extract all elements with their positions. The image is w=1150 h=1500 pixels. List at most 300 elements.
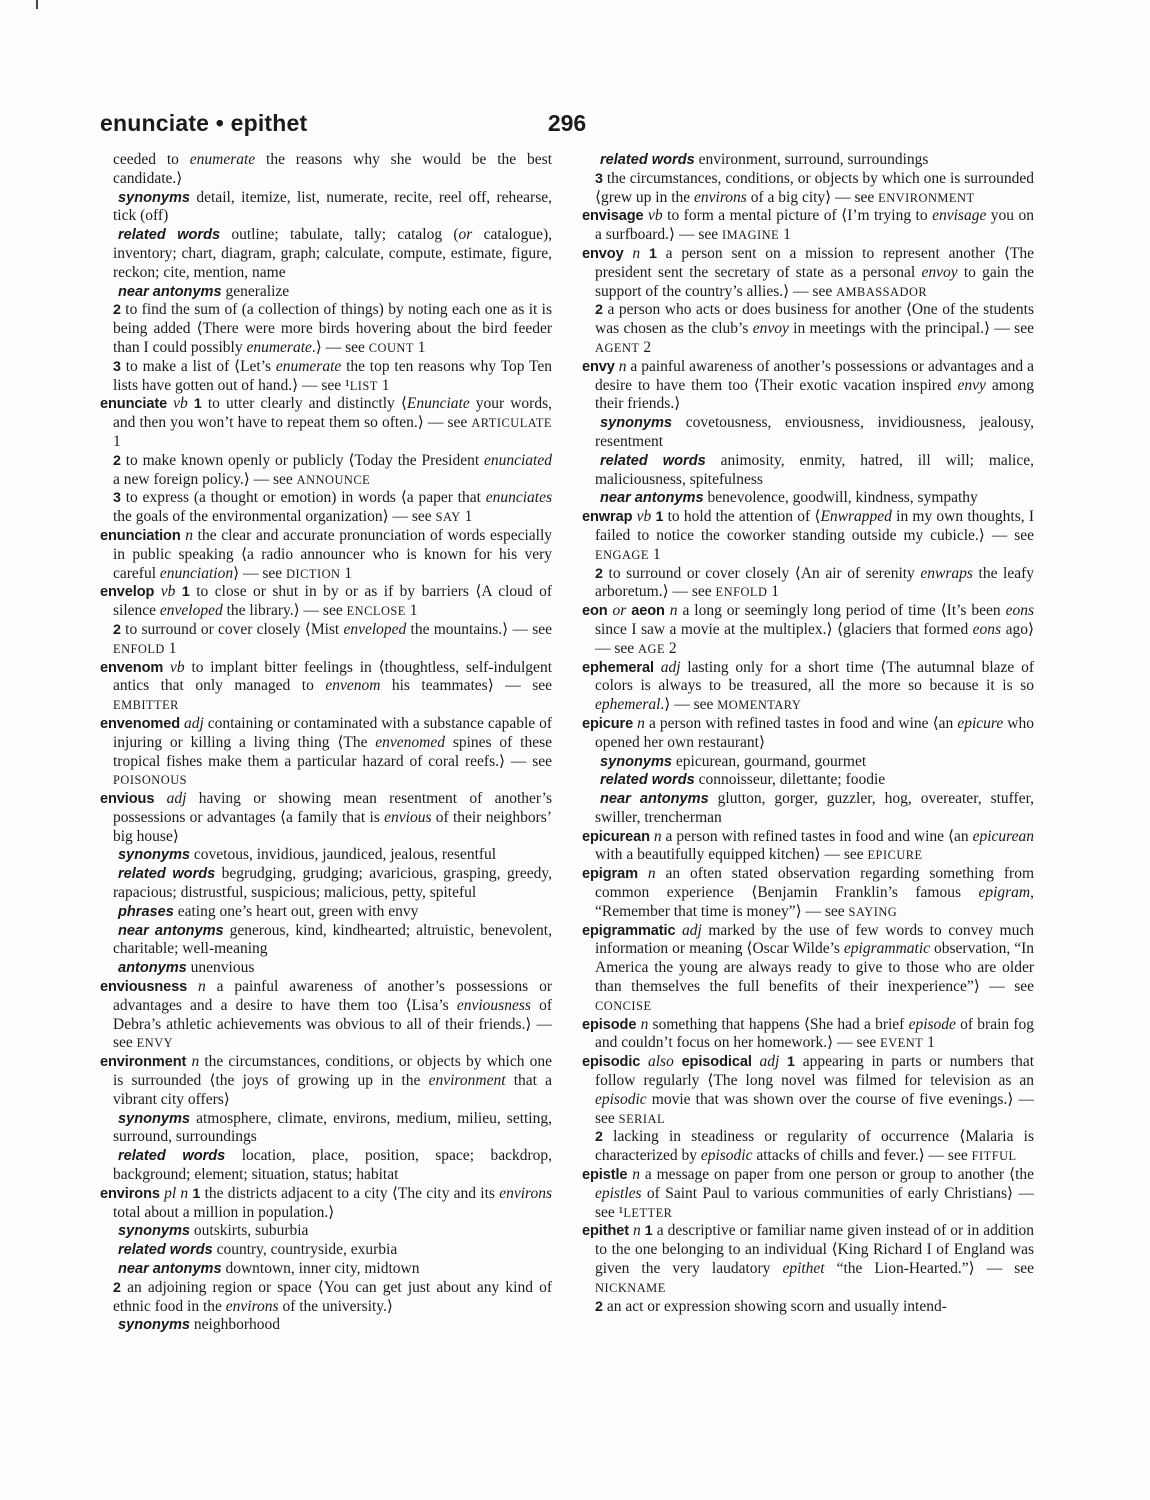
body-text: spines of these tropical fishes make them a particular hazard of coral reefs.⟩ — see <box>113 733 552 770</box>
italic-text: envoy <box>752 320 789 338</box>
field-label: synonyms <box>118 1317 191 1334</box>
body-text: location, place, position, space; backdrop, background; element; situation, status; habitat <box>113 1147 552 1184</box>
sub-paragraph <box>100 301 552 357</box>
cross-reference: DICTION <box>286 566 341 581</box>
body-text <box>154 790 166 807</box>
cross-reference: CONCISE <box>595 998 652 1013</box>
body-text: covetousness, enviousness, invidiousness, jealousy, resentment <box>595 414 1034 450</box>
body-text: outskirts, suburbia <box>190 1222 309 1240</box>
field-label: near antonyms <box>600 791 709 808</box>
body-text: a painful awareness of another’s possessions or advantages and a desire to have them too ⟨Lisa’s <box>113 978 552 1014</box>
entry-paragraph <box>100 790 552 846</box>
body-text: catalogue), inventory; chart, diagram, graph; calculate, compute, estimate, figure, reckon; cite, mention, name <box>113 226 553 281</box>
sub-paragraph <box>100 1241 552 1260</box>
sense-number: 2 <box>113 452 121 469</box>
sense-number: 1 <box>644 1223 653 1240</box>
italic-text: enunciates <box>485 489 552 507</box>
italic-text: n <box>198 978 206 996</box>
sub-paragraph <box>100 621 552 659</box>
body-text: a message on paper from one person or group to another ⟨the <box>640 1166 1035 1184</box>
body-text: something that happens ⟨She had a brief <box>648 1015 909 1033</box>
entry-paragraph <box>582 1222 1034 1297</box>
cross-reference: EPICURE <box>867 848 923 863</box>
italic-text: envoy <box>921 263 958 281</box>
body-text: 2 <box>639 338 652 356</box>
body-text <box>752 1053 760 1070</box>
italic-text: environs <box>225 1297 279 1315</box>
italic-text: environs <box>499 1184 552 1202</box>
sub-paragraph <box>100 189 552 227</box>
body-text: among their friends.⟩ <box>595 376 1034 413</box>
entry-paragraph <box>100 715 552 790</box>
field-label: related words <box>118 227 221 244</box>
sense-number: 2 <box>113 302 121 319</box>
body-text <box>640 245 649 262</box>
headword: envy <box>582 358 615 375</box>
field-label: synonyms <box>600 753 673 770</box>
body-text: a person who acts or does business for another ⟨One of the students was chosen as the club’s <box>595 301 1034 338</box>
body-text: eating one’s heart out, green with envy <box>173 902 419 920</box>
body-text: 1 <box>340 564 353 582</box>
sub-paragraph <box>100 1260 552 1279</box>
field-label: near antonyms <box>118 283 222 300</box>
body-text: environment, surround, surroundings <box>694 151 929 168</box>
cross-reference: ENCLOSE <box>346 604 406 619</box>
headword: episodical <box>681 1054 752 1071</box>
body-text: the mountains.⟩ — see <box>406 620 552 638</box>
sub-paragraph <box>582 414 1034 452</box>
body-text: the goals of the environmental organization⟩ — see <box>113 508 436 526</box>
body-text: atmosphere, climate, environs, medium, milieu, setting, surround, surroundings <box>113 1109 552 1146</box>
body-text: of brain fog and couldn’t focus on her homework.⟩ — see <box>595 1015 1035 1052</box>
body-text: neighborhood <box>190 1316 281 1334</box>
sub-paragraph <box>100 1279 552 1317</box>
body-text: an adjoining region or space ⟨You can get just about any kind of ethnic food in the <box>113 1278 552 1315</box>
body-text: begrudging, grudging; avaricious, grasping, greedy, rapacious; distrustful, suspicious; malicious, petty, spiteful <box>113 865 552 902</box>
italic-text: environment <box>428 1072 506 1090</box>
body-text: the clear and accurate pronunciation of words especially in public speaking ⟨a radio announcer who is known for his very careful <box>113 526 552 582</box>
field-label: related words <box>600 452 706 469</box>
italic-text: adj <box>660 658 681 676</box>
body-text: the circumstances, conditions, or objects by which one is surrounded ⟨grew up in the <box>595 169 1034 206</box>
entry-paragraph <box>100 659 552 715</box>
field-label: phrases <box>118 903 174 920</box>
sub-paragraph <box>100 489 552 527</box>
sub-paragraph <box>582 771 1034 790</box>
body-text: detail, itemize, list, numerate, recite, reel off, rehearse, tick (off) <box>113 188 552 225</box>
body-text: a descriptive or familiar name given instead of or in addition to the one belonging to an individual ⟨King Richard I of England was given the very laudatory <box>595 1222 1035 1278</box>
italic-text: enwraps <box>920 564 973 582</box>
cross-reference: POISONOUS <box>113 773 188 788</box>
italic-text: enunciation <box>159 564 234 582</box>
headword: epithet <box>582 1223 630 1240</box>
body-text: lasting only for a short time ⟨The autumnal blaze of colors is always to be treasured, all the more so because it is so <box>595 658 1034 695</box>
entry-paragraph <box>582 1016 1034 1054</box>
page-header <box>100 110 1034 142</box>
sub-paragraph <box>582 151 1034 170</box>
field-label: synonyms <box>600 415 673 432</box>
entry-paragraph <box>582 508 1034 564</box>
field-label: near antonyms <box>118 922 224 939</box>
italic-text: envenom <box>325 677 381 695</box>
headword: aeon <box>631 603 665 620</box>
body-text: covetous, invidious, jaundiced, jealous, resentful <box>190 846 497 864</box>
body-text: to make a list of ⟨Let’s <box>120 357 276 375</box>
italic-text: also <box>648 1053 674 1071</box>
body-text <box>638 865 648 882</box>
italic-text: pl n <box>164 1184 189 1202</box>
body-text: attacks of chills and fever.⟩ — see <box>752 1147 972 1165</box>
body-text: containing or contaminated with a substance capable of injuring or killing a living thing ⟨The <box>113 714 552 751</box>
italic-text: n <box>191 1053 200 1071</box>
italic-text: adj <box>183 714 204 732</box>
body-text <box>163 659 170 676</box>
headword: envoy <box>582 245 624 262</box>
italic-text: adj <box>682 921 702 939</box>
italic-text: or <box>612 602 627 620</box>
headword: episodic <box>582 1054 641 1071</box>
cross-reference: ANNOUNCE <box>296 472 371 487</box>
field-label: related words <box>600 152 695 168</box>
field-label: synonyms <box>118 189 191 206</box>
headword: ephemeral <box>582 659 654 676</box>
entry-paragraph <box>582 715 1034 753</box>
headword: epistle <box>582 1167 628 1184</box>
body-text: the reasons why she would be the best candidate.⟩ <box>113 151 552 187</box>
sub-paragraph <box>100 846 552 865</box>
body-text <box>654 659 661 676</box>
sub-paragraph <box>100 283 552 302</box>
entry-paragraph <box>582 1053 1034 1128</box>
body-text: your words, and then you won’t have to repeat them so often.⟩ — see <box>113 395 553 432</box>
italic-text: n <box>647 865 656 883</box>
sense-number: 3 <box>113 358 121 375</box>
field-label: near antonyms <box>600 490 704 507</box>
sub-paragraph <box>582 565 1034 603</box>
body-text: .⟩ — see <box>660 696 718 714</box>
headword: enunciation <box>100 527 181 544</box>
italic-text: n <box>653 827 662 845</box>
body-text: marked by the use of few words to convey much information or meaning ⟨Oscar Wilde’s <box>595 921 1034 958</box>
body-text: movie that was shown over the course of five evenings.⟩ — see <box>595 1090 1034 1127</box>
body-text: lacking in steadiness or regularity of occurrence ⟨Malaria is characterized by <box>595 1128 1034 1165</box>
entry-paragraph <box>582 922 1034 1016</box>
body-text: appearing in parts or numbers that follow regularly ⟨The long novel was filmed for television as an <box>595 1053 1035 1090</box>
sense-number: 1 <box>787 1054 795 1071</box>
body-text: .⟩ — see <box>311 338 369 356</box>
body-text: of Debra’s athletic achievements was obvious to all of their friends.⟩ — see <box>113 996 552 1052</box>
headword: envenom <box>100 659 164 676</box>
sense-number: 1 <box>193 396 202 413</box>
body-text: 1 <box>923 1034 935 1052</box>
body-text <box>779 1053 787 1070</box>
sense-number: 2 <box>595 302 603 319</box>
italic-text: enumerate <box>246 338 312 356</box>
sub-paragraph <box>582 790 1034 828</box>
cross-reference: ENVY <box>136 1036 174 1051</box>
body-text: “the Lion-Hearted.”⟩ — see <box>824 1260 1034 1278</box>
entry-paragraph <box>100 583 552 621</box>
sub-paragraph <box>100 1316 552 1335</box>
sense-number: 2 <box>595 565 603 582</box>
sense-number: 2 <box>595 1129 603 1146</box>
body-text: to surround or cover closely ⟨Mist <box>120 620 344 638</box>
cross-reference: LIST <box>349 378 378 393</box>
body-text: a person with refined tastes in food and wine ⟨an <box>661 827 973 845</box>
sense-number: 2 <box>595 1298 603 1315</box>
headword: epigram <box>582 866 638 883</box>
entry-paragraph <box>582 659 1034 715</box>
sub-paragraph <box>100 922 552 960</box>
italic-text: vb <box>170 658 185 676</box>
body-text <box>674 1053 682 1070</box>
left-column <box>100 151 552 1335</box>
italic-text: epicure <box>957 714 1004 732</box>
italic-text: Enunciate <box>406 395 470 413</box>
cross-reference: SAYING <box>848 904 898 919</box>
body-text: outline; tabulate, tally; catalog ( <box>220 226 459 244</box>
sub-paragraph <box>100 959 552 978</box>
body-text: connoisseur, dilettante; foodie <box>694 771 886 789</box>
body-text: a person with refined tastes in food and wine ⟨an <box>644 714 958 732</box>
cross-reference: MOMENTARY <box>717 698 802 713</box>
sub-paragraph <box>582 170 1034 208</box>
entry-paragraph <box>582 865 1034 921</box>
guide-words: enunciate • epithet <box>100 110 308 136</box>
body-text: 1 <box>377 376 390 394</box>
body-text: in meetings with the principal.⟩ — see <box>788 320 1034 338</box>
sense-number: 3 <box>595 170 603 187</box>
italic-text: enumerate <box>275 357 342 375</box>
sub-paragraph <box>582 452 1034 490</box>
cross-reference: ENFOLD <box>113 641 165 656</box>
headword: eon <box>582 603 608 620</box>
italic-text: n <box>637 714 645 732</box>
body-text: observation, “In America the young are always ready to give to those who are older than themselves the full benefits of their inexperience”⟩ — see <box>595 940 1034 996</box>
body-text: to implant bitter feelings in ⟨thoughtless, self-indulgent antics that only managed to <box>113 658 552 695</box>
page-number: 296 <box>547 110 587 136</box>
italic-text: epigram <box>978 884 1031 902</box>
italic-text: or <box>458 226 473 244</box>
cross-reference: COUNT <box>368 340 414 355</box>
cross-reference: EMBITTER <box>113 698 179 713</box>
italic-text: n <box>669 602 678 620</box>
italic-text: epicurean <box>972 827 1034 845</box>
body-text: 1 <box>113 432 121 450</box>
body-text: a long or seemingly long period of time ⟨It’s been <box>677 602 1006 620</box>
sub-paragraph <box>582 1298 1034 1317</box>
body-text: benevolence, goodwill, kindness, sympathy <box>703 489 978 507</box>
italic-text: envenomed <box>375 733 446 751</box>
body-text: the top ten reasons why Top Ten lists have gotten out of hand.⟩ — see ¹ <box>113 357 552 394</box>
sub-paragraph <box>100 865 552 903</box>
text-columns <box>100 151 1034 1335</box>
field-label: related words <box>118 866 216 883</box>
cross-reference: SAY <box>435 510 461 525</box>
body-text: 1 <box>648 545 661 563</box>
body-text: 2 <box>665 639 677 657</box>
sub-paragraph <box>100 1147 552 1185</box>
body-text: glutton, gorger, guzzler, hog, overeater, stuffer, swiller, trencherman <box>595 790 1034 826</box>
body-text: to close or shut in by or as if by barriers ⟨A cloud of silence <box>113 583 552 620</box>
body-text: an act or expression showing scorn and usually intend- <box>602 1297 947 1315</box>
sense-number: 2 <box>113 1279 121 1296</box>
headword: epicurean <box>582 828 650 845</box>
field-label: related words <box>118 1242 213 1259</box>
sense-number: 1 <box>181 584 190 601</box>
italic-text: episodic <box>700 1147 753 1165</box>
italic-text: environs <box>694 188 747 206</box>
body-text: the leafy arboretum.⟩ — see <box>595 564 1034 601</box>
italic-text: epistles <box>595 1184 642 1202</box>
body-text: to form a mental picture of ⟨I’m trying to <box>662 207 933 225</box>
italic-text: episode <box>908 1015 956 1033</box>
body-text: to make known openly or publicly ⟨Today the President <box>120 451 484 469</box>
body-text: having or showing mean resentment of another’s possessions or advantages ⟨a family that is <box>113 790 553 826</box>
headword: envenomed <box>100 715 181 732</box>
italic-text: adj <box>166 790 187 808</box>
entry-paragraph <box>100 395 552 451</box>
body-text: who opened her own restaurant⟩ <box>595 714 1034 751</box>
italic-text: epithet <box>782 1260 825 1278</box>
field-label: near antonyms <box>118 1261 222 1278</box>
entry-paragraph <box>100 978 552 1053</box>
body-text: to find the sum of (a collection of things) by noting each one as it is being added ⟨There were more birds hovering about the bird feeder than I could possibly <box>113 301 552 356</box>
cross-reference: AMBASSADOR <box>836 284 928 299</box>
italic-text: enveloped <box>343 620 407 638</box>
field-label: synonyms <box>118 1110 191 1127</box>
cross-reference: ENVIRONMENT <box>878 190 975 205</box>
body-text: ago⟩ — see <box>595 620 1034 657</box>
italic-text: epigrammatic <box>843 940 931 958</box>
italic-text: enveloped <box>159 602 223 620</box>
italic-text: eons <box>972 620 1002 638</box>
italic-text: Enwrapped <box>820 508 892 526</box>
body-text: 1 <box>405 602 418 620</box>
italic-text: envisage <box>932 207 987 225</box>
body-text: to surround or cover closely ⟨An air of serenity <box>602 564 921 582</box>
sub-paragraph <box>100 358 552 396</box>
right-column <box>582 151 1034 1335</box>
body-text: the districts adjacent to a city ⟨The city and its <box>200 1184 500 1202</box>
entry-paragraph <box>582 602 1034 658</box>
body-text: with a beautifully equipped kitchen⟩ — see <box>595 846 868 864</box>
body-text: generalize <box>221 282 290 300</box>
italic-text: n <box>618 357 627 375</box>
italic-text: envy <box>957 376 986 394</box>
headword: envious <box>100 791 155 808</box>
field-label: synonyms <box>118 847 191 864</box>
italic-text: adj <box>759 1053 780 1071</box>
cross-reference: ENGAGE <box>595 547 649 562</box>
body-text: 1 <box>164 639 177 657</box>
body-text: to hold the attention of ⟨ <box>663 508 821 526</box>
cross-reference: ARTICULATE <box>471 416 552 431</box>
entry-paragraph <box>100 1185 552 1223</box>
italic-text: episodic <box>595 1090 647 1108</box>
entry-paragraph <box>582 245 1034 301</box>
headword: envelop <box>100 584 155 601</box>
sub-paragraph <box>100 1110 552 1148</box>
entry-paragraph <box>582 828 1034 866</box>
body-text: of a big city⟩ — see <box>746 188 879 206</box>
body-text: the library.⟩ — see <box>222 602 347 620</box>
headword: enwrap <box>582 509 633 526</box>
body-text: you on a surfboard.⟩ — see <box>595 207 1035 244</box>
italic-text: vb <box>160 583 176 601</box>
italic-text: vb <box>636 508 652 526</box>
body-text: that a vibrant city offers⟩ <box>113 1072 553 1108</box>
sense-number: 2 <box>113 621 121 638</box>
body-text: 1 <box>767 583 780 601</box>
field-label: related words <box>600 772 695 789</box>
sub-paragraph <box>100 1222 552 1241</box>
sub-paragraph <box>582 1128 1034 1166</box>
body-text: to gain the support of the country’s allies.⟩ — see <box>595 263 1034 300</box>
field-label: antonyms <box>118 960 187 977</box>
crop-mark <box>36 0 38 9</box>
italic-text: n <box>640 1015 649 1033</box>
body-text: of their neighbors’ big house⟩ <box>113 808 552 845</box>
body-text: animosity, enmity, hatred, ill will; malice, maliciousness, spitefulness <box>595 451 1034 488</box>
body-text: 1 <box>460 508 473 526</box>
cross-reference: SERIAL <box>618 1111 666 1126</box>
body-text: downtown, inner city, midtown <box>221 1260 420 1278</box>
italic-text: n <box>185 526 194 544</box>
body-text: the circumstances, conditions, or objects by which one is surrounded ⟨the joys of growing up in the <box>113 1053 553 1090</box>
cross-reference: NICKNAME <box>595 1280 666 1295</box>
italic-text: enumerate <box>189 151 256 168</box>
headword: environment <box>100 1054 187 1071</box>
italic-text: ephemeral <box>595 696 661 714</box>
cross-reference: ENFOLD <box>715 585 768 600</box>
body-text: epicurean, gourmand, gourmet <box>672 752 867 770</box>
italic-text: enunciated <box>483 451 552 469</box>
body-text <box>640 1053 648 1070</box>
body-text: an often stated observation regarding something from common experience ⟨Benjamin Franklin’s famous <box>595 865 1034 902</box>
body-text: generous, kind, kindhearted; altruistic, benevolent, charitable; well-meaning <box>113 921 552 958</box>
body-text: since I saw a movie at the multiplex.⟩ ⟨glaciers that formed <box>595 620 973 638</box>
body-text: 1 <box>779 226 791 244</box>
body-text: country, countryside, exurbia <box>212 1241 398 1259</box>
headword: enviousness <box>100 979 188 996</box>
cross-reference: IMAGINE <box>722 228 780 243</box>
entry-paragraph <box>582 207 1034 245</box>
sub-paragraph <box>582 301 1034 357</box>
italic-text: n <box>632 1166 641 1184</box>
headword: environs <box>100 1185 160 1202</box>
italic-text: eons <box>1005 602 1035 620</box>
sub-paragraph <box>100 226 552 282</box>
body-text: his teammates⟩ — see <box>380 677 552 695</box>
sub-paragraph <box>100 452 552 490</box>
headword: episode <box>582 1016 637 1033</box>
italic-text: n <box>632 244 641 262</box>
italic-text: vb <box>648 207 663 225</box>
body-text: a painful awareness of another’s possessions or advantages and a desire to have them too ⟨Their exotic vacation inspired <box>595 357 1034 394</box>
cross-reference: AGENT <box>595 340 640 355</box>
italic-text: n <box>633 1222 641 1240</box>
sense-number: 3 <box>113 490 121 507</box>
italic-text: envious <box>384 808 432 826</box>
cross-reference: AGE <box>638 641 666 656</box>
cross-reference: EVENT <box>880 1036 924 1051</box>
body-text: a new foreign policy.⟩ — see <box>113 470 297 488</box>
body-text: ceeded to <box>113 151 190 168</box>
body-text: 1 <box>413 338 426 356</box>
italic-text: vb <box>173 395 188 413</box>
sense-number: 1 <box>655 509 664 526</box>
